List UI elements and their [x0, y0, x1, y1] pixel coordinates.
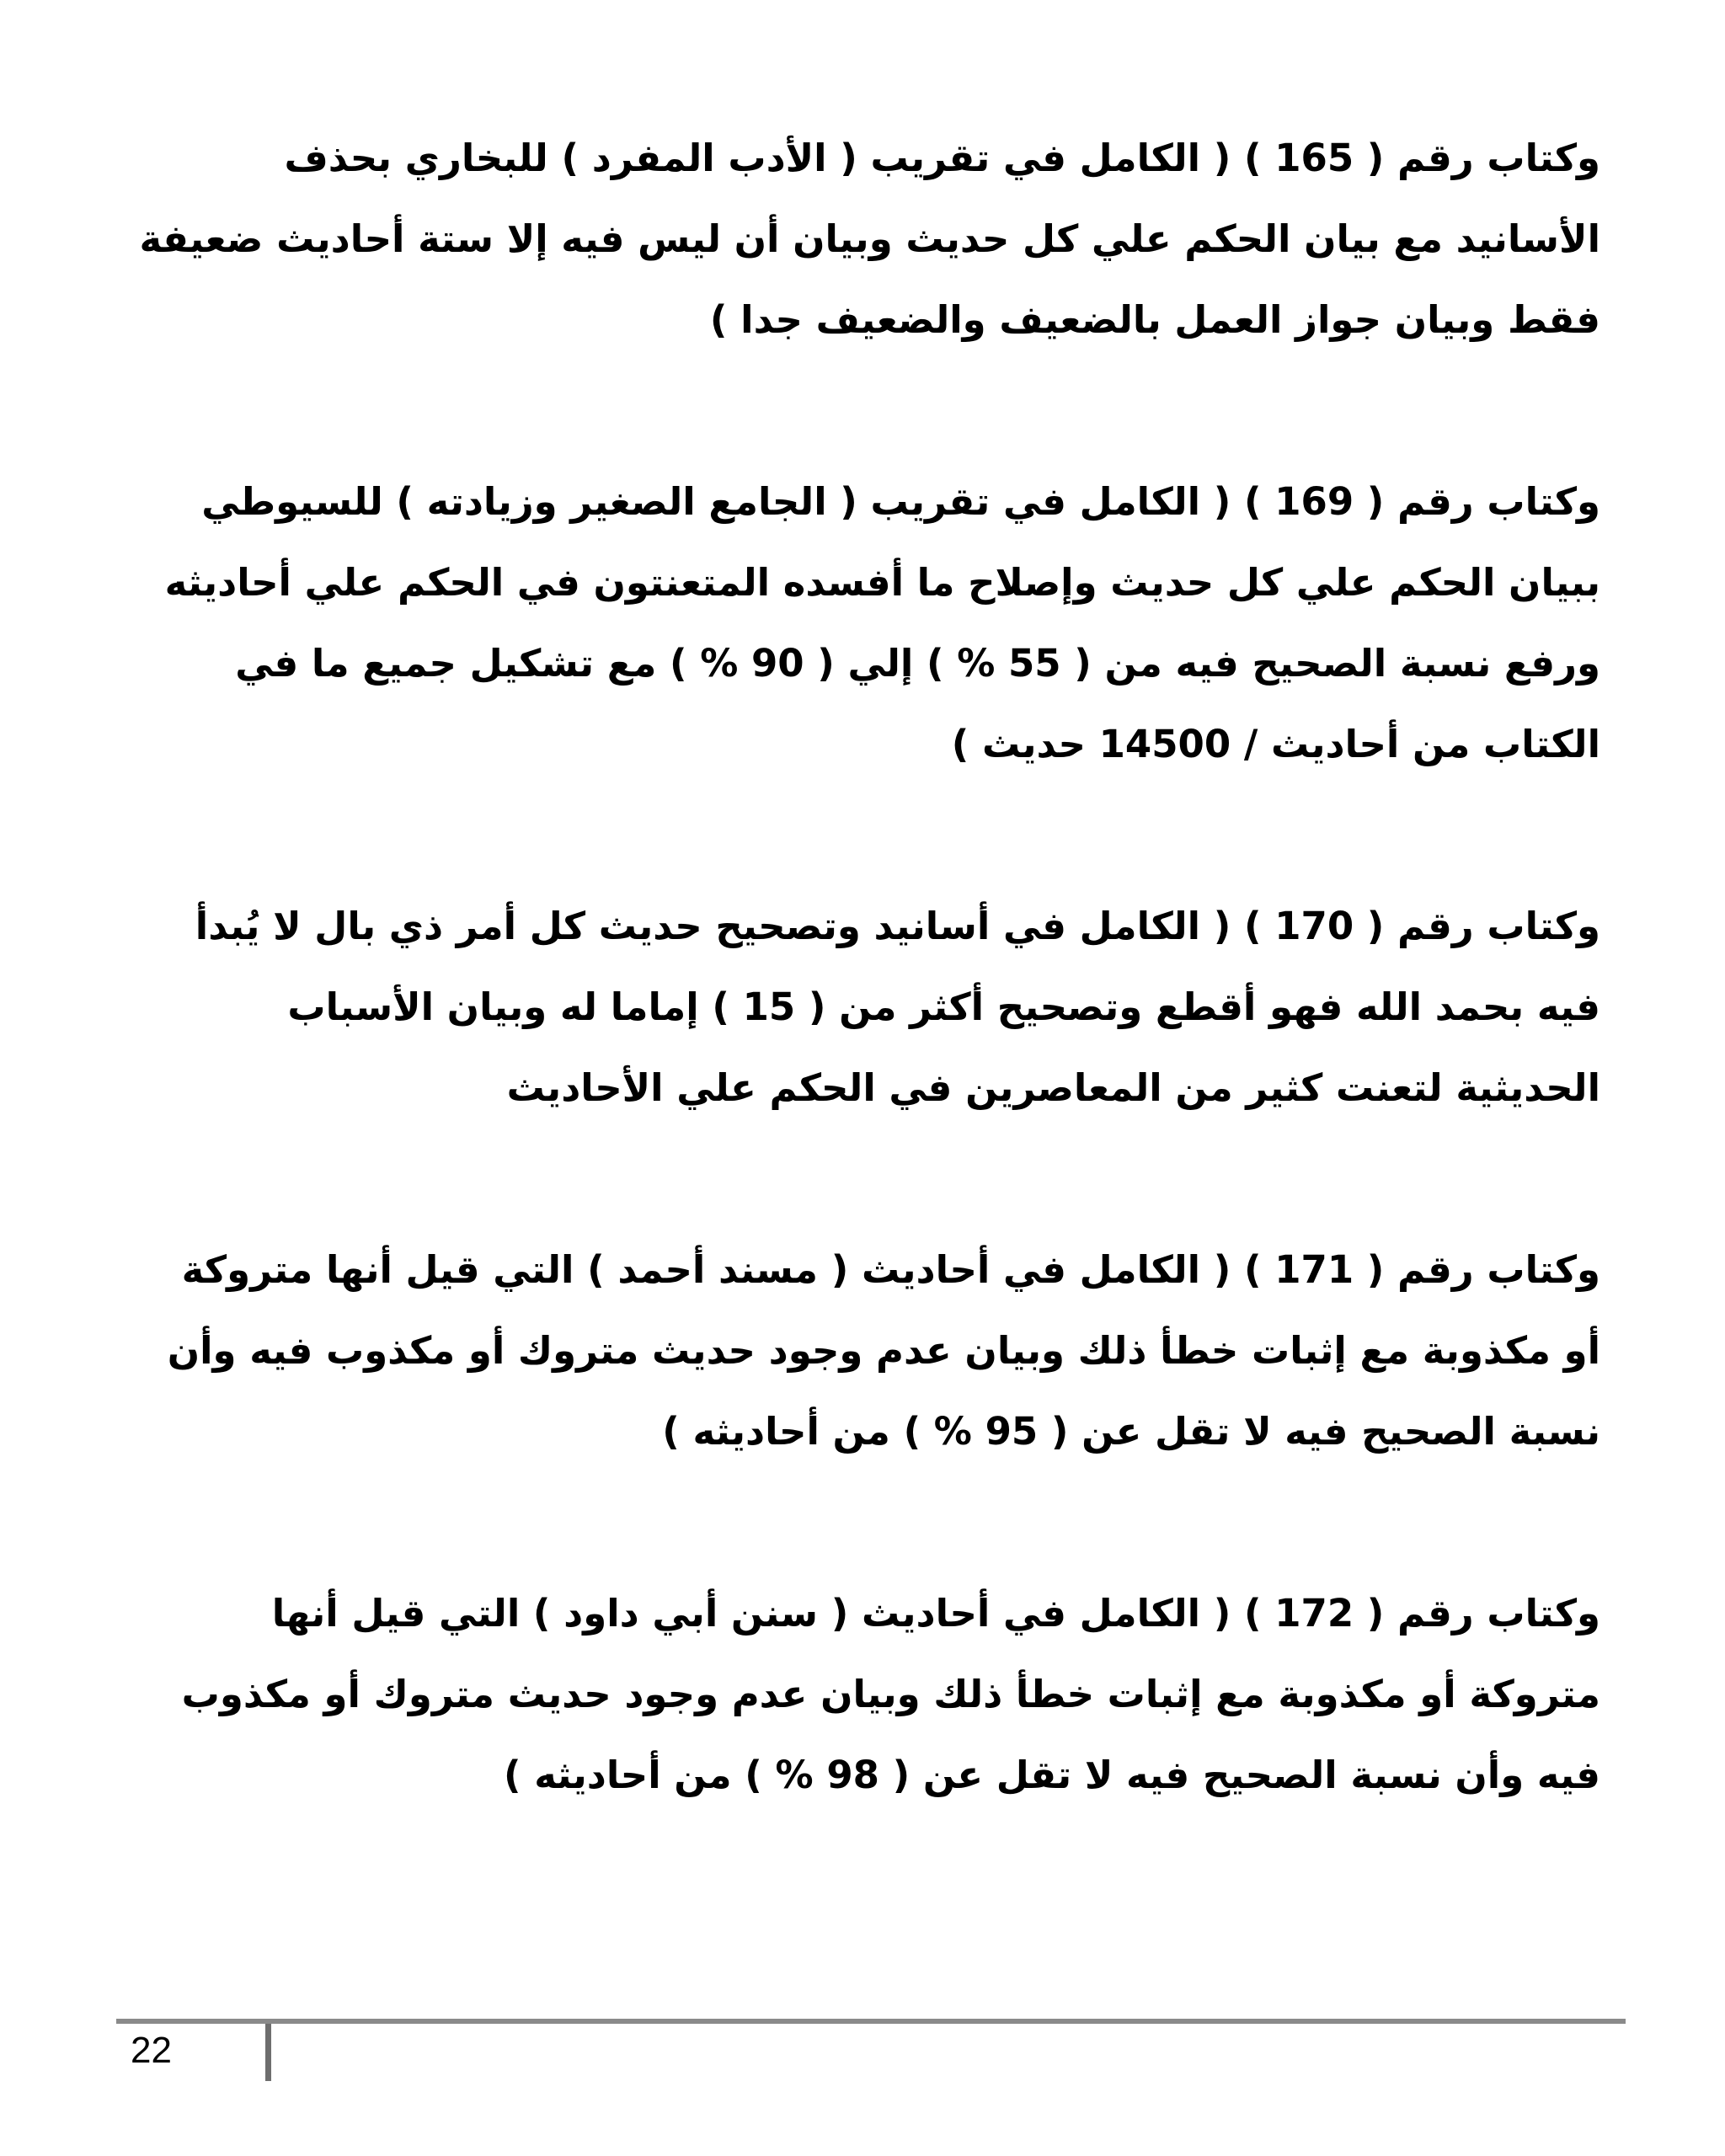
page-number: 22: [131, 2030, 172, 2071]
book-entry-172: وكتاب رقم ( 172 ) ( الكامل في أحاديث ( سنن أبي داود ) التي قيل أنها متروكة أو مكذوبة مع إثبات خطأ ذلك وبيان عدم وجود حديث متروك أو مكذوب فيه وأن نسبة الصحيح فيه لا تقل عن ( 98 % ) من أحاديثه ): [181, 1591, 1600, 1797]
page-body: [135, 118, 1600, 1816]
footer-divider-tick: [265, 2024, 271, 2081]
book-entry-171: وكتاب رقم ( 171 ) ( الكامل في أحاديث ( مسند أحمد ) التي قيل أنها متروكة أو مكذوبة مع إثبات خطأ ذلك وبيان عدم وجود حديث متروك أو مكذوب فيه وأن نسبة الصحيح فيه لا تقل عن ( 95 % ) من أحاديثه ): [167, 1247, 1600, 1454]
book-entry-170: وكتاب رقم ( 170 ) ( الكامل في أسانيد وتصحيح حديث كل أمر ذي بال لا يُبدأ فيه بحمد الله فهو أقطع وتصحيح أكثر من ( 15 ) إماما له وبيان الأسباب الحديثية لتعنت كثير من المعاصرين في الحكم علي الأحاديث: [195, 904, 1600, 1110]
footer-rule: [116, 2019, 1626, 2024]
book-entry-165: وكتاب رقم ( 165 ) ( الكامل في تقريب ( الأدب المفرد ) للبخاري بحذف الأسانيد مع بيان الحكم علي كل حديث وبيان أن ليس فيه إلا ستة أحاديث ضعيفة فقط وبيان جواز العمل بالضعيف والضعيف جدا ): [139, 136, 1600, 342]
book-entry-169: وكتاب رقم ( 169 ) ( الكامل في تقريب ( الجامع الصغير وزيادته ) للسيوطي ببيان الحكم علي كل حديث وإصلاح ما أفسده المتعنتون في الحكم علي أحاديثه ورفع نسبة الصحيح فيه من ( 55 % ) إلي ( 90 % ) مع تشكيل جميع ما في الكتاب من أحاديث / 14500 حديث ): [164, 479, 1600, 766]
